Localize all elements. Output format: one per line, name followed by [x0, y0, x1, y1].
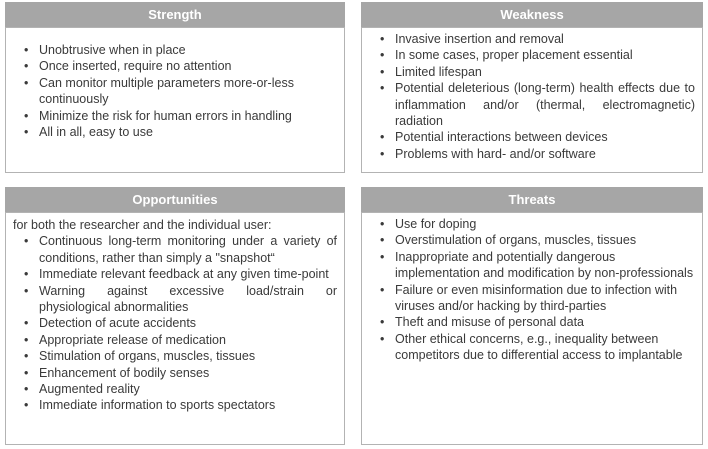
- weakness-title: Weakness: [500, 7, 564, 22]
- quadrant-weakness: [361, 2, 703, 173]
- list-item: • Enhancement of bodily senses: [11, 365, 337, 381]
- weakness-header-bar: [361, 2, 703, 27]
- list-item: • Potential interactions between devices: [367, 129, 695, 145]
- list-item: • In some cases, proper placement essential: [367, 47, 695, 63]
- list-item: • Immediate information to sports spectators: [11, 397, 337, 413]
- list-item: • Augmented reality: [11, 381, 337, 397]
- swot-diagram: [5, 2, 703, 445]
- list-item: • Failure or even misinformation due to infection with viruses and/or hacking by third-parties: [367, 282, 695, 315]
- threats-bullet-list: [367, 216, 695, 364]
- list-item: • Other ethical concerns, e.g., inequality between competitors due to differential access to implantable: [367, 331, 695, 364]
- list-item: • Theft and misuse of personal data: [367, 314, 695, 330]
- list-item: • Problems with hard- and/or software: [367, 146, 695, 162]
- list-item: • Detection of acute accidents: [11, 315, 337, 331]
- list-item: • Overstimulation of organs, muscles, tissues: [367, 232, 695, 248]
- weakness-body: [361, 27, 703, 173]
- list-item: • Inappropriate and potentially dangerous implementation and modification by non-professionals: [367, 249, 695, 282]
- list-item: • Continuous long-term monitoring under a variety of conditions, rather than simply a "snapshot“: [11, 233, 337, 266]
- strength-title: Strength: [148, 7, 202, 22]
- strength-header-bar: [5, 2, 345, 27]
- list-item: • Potential deleterious (long-term) health effects due to inflammation and/or (thermal, electromagnetic) radiation: [367, 80, 695, 129]
- list-item: • Stimulation of organs, muscles, tissues: [11, 348, 337, 364]
- opportunities-title: Opportunities: [132, 192, 218, 207]
- list-item: • Appropriate release of medication: [11, 332, 337, 348]
- list-item: • Once inserted, require no attention: [11, 58, 337, 74]
- threats-body: [361, 212, 703, 445]
- opportunities-bullet-list: [11, 233, 337, 413]
- strength-bullet-list: [11, 42, 337, 140]
- quadrant-strength: [5, 2, 345, 173]
- quadrant-threats: [361, 187, 703, 445]
- list-item: • Unobtrusive when in place: [11, 42, 337, 58]
- strength-body: [5, 27, 345, 173]
- opportunities-intro-text: for both the researcher and the individual user:: [13, 218, 272, 232]
- list-item: • Immediate relevant feedback at any given time-point: [11, 266, 337, 282]
- list-item: • Use for doping: [367, 216, 695, 232]
- threats-title: Threats: [508, 192, 556, 207]
- list-item: • Minimize the risk for human errors in handling: [11, 108, 337, 124]
- opportunities-body: [5, 212, 345, 445]
- list-item: • Invasive insertion and removal: [367, 31, 695, 47]
- opportunities-header-bar: [5, 187, 345, 212]
- weakness-bullet-list: [367, 31, 695, 162]
- threats-header-bar: [361, 187, 703, 212]
- list-item: • Limited lifespan: [367, 64, 695, 80]
- list-item: • All in all, easy to use: [11, 124, 337, 140]
- quadrant-opportunities: [5, 187, 345, 445]
- list-item: • Can monitor multiple parameters more-or-less continuously: [11, 75, 337, 108]
- list-item: • Warning against excessive load/strain or physiological abnormalities: [11, 283, 337, 316]
